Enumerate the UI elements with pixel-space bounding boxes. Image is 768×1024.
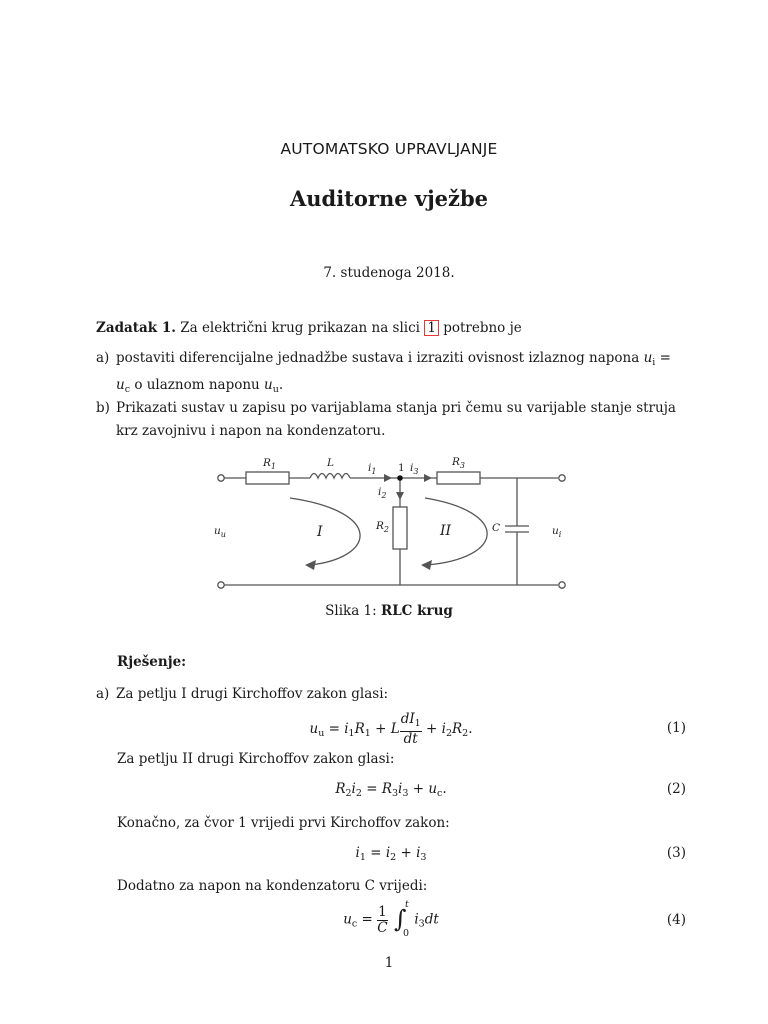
page-number: 1 — [384, 955, 394, 971]
figure-caption — [0, 603, 768, 619]
label-uu: $u_u$ — [214, 525, 226, 539]
node-dot — [397, 475, 403, 481]
label-loop-ii: II — [440, 523, 452, 539]
solution-a-intro — [96, 683, 686, 706]
task-item-a — [96, 347, 686, 401]
caption-title: RLC krug — [380, 603, 453, 619]
loop-arrow-i — [290, 498, 360, 565]
text-cap: Dodatno za napon na kondenzatoru C vrijedi: — [117, 878, 428, 894]
document-title: Auditorne vježbe — [289, 186, 489, 211]
rlc-circuit-diagram — [0, 440, 768, 610]
equation-2-body: $R_2i_2 = R_3i_3 + u_c$. — [335, 781, 447, 799]
equation-3-body: $i_1 = i_2 + i_3$ — [355, 845, 427, 863]
solution-item-text: Za petlju I drugi Kirchoffov zakon glasi: — [116, 686, 389, 702]
task-label: Zadatak 1. — [96, 320, 176, 336]
terminal-in-bottom — [218, 582, 224, 588]
label-r2: $R_2$ — [376, 520, 389, 534]
loop-arrowhead-i — [305, 560, 316, 570]
figure-reference-link[interactable]: 1 — [424, 320, 439, 336]
task-item-text: postaviti diferencijalne jednadžbe sustava i izraziti ovisnost izlaznog napona $u_i = u_c$ o ulaznom naponu $u_u$. — [116, 350, 671, 395]
solution-heading: Rješenje: — [117, 654, 187, 670]
label-c: C — [492, 522, 501, 534]
label-node: 1 — [398, 462, 405, 474]
resistor-r3 — [437, 472, 480, 484]
text-loop2: Za petlju II drugi Kirchoffov zakon glasi: — [117, 751, 395, 767]
current-arrow-i2 — [396, 492, 404, 500]
task-item-text: Prikazati sustav u zapisu po varijablama stanja pri čemu su varijable stanje struja krz zavojnivu i napon na kondenzatoru. — [116, 400, 676, 439]
task-item-b — [96, 397, 686, 443]
task-intro-text: Za električni krug prikazan na slici — [180, 320, 421, 336]
equation-number: (3) — [666, 845, 686, 861]
label-i2: $i_2$ — [378, 486, 387, 500]
task-item-label: b) — [96, 400, 110, 416]
label-i1: $i_1$ — [368, 462, 377, 476]
equation-1 — [96, 712, 686, 746]
label-i3: $i_3$ — [410, 462, 419, 476]
terminal-in-top — [218, 475, 224, 481]
task-intro — [96, 317, 686, 340]
terminal-out-bottom — [559, 582, 565, 588]
equation-4 — [96, 899, 686, 942]
text-node: Konačno, za čvor 1 vrijedi prvi Kirchoffov zakon: — [117, 815, 450, 831]
task-intro-tail: potrebno je — [443, 320, 522, 336]
caption-prefix: Slika 1: — [325, 603, 377, 619]
resistor-r2 — [393, 507, 407, 549]
label-l: L — [327, 457, 334, 469]
equation-number: (4) — [666, 912, 686, 928]
loop-arrowhead-ii — [421, 560, 432, 570]
current-arrow-i1 — [384, 474, 392, 482]
label-r1: $R_1$ — [263, 457, 276, 471]
label-r3: $R_3$ — [452, 456, 465, 470]
label-loop-i: I — [317, 524, 323, 540]
equation-1-body: $u_u = i_1R_1 + L$ $\frac{dI_1}{dt}$ + $i_2R_2$. — [309, 711, 473, 747]
equation-4-body: $u_c$ = $\frac{1}{C}$ ∫ t 0 $i_3dt$ — [343, 899, 439, 939]
current-arrow-i3 — [424, 474, 432, 482]
equation-3 — [96, 845, 686, 865]
solution-item-label: a) — [96, 686, 110, 702]
terminal-out-top — [559, 475, 565, 481]
document-date: 7. studenoga 2018. — [323, 265, 455, 281]
equation-number: (2) — [666, 781, 686, 797]
loop-arrow-ii — [425, 498, 487, 565]
equation-2 — [96, 781, 686, 801]
course-name: AUTOMATSKO UPRAVLJANJE — [280, 140, 498, 158]
label-ui: $u_i$ — [552, 525, 562, 539]
inductor-l — [310, 474, 350, 479]
task-item-label: a) — [96, 350, 110, 366]
equation-number: (1) — [666, 720, 686, 736]
resistor-r1 — [246, 472, 289, 484]
